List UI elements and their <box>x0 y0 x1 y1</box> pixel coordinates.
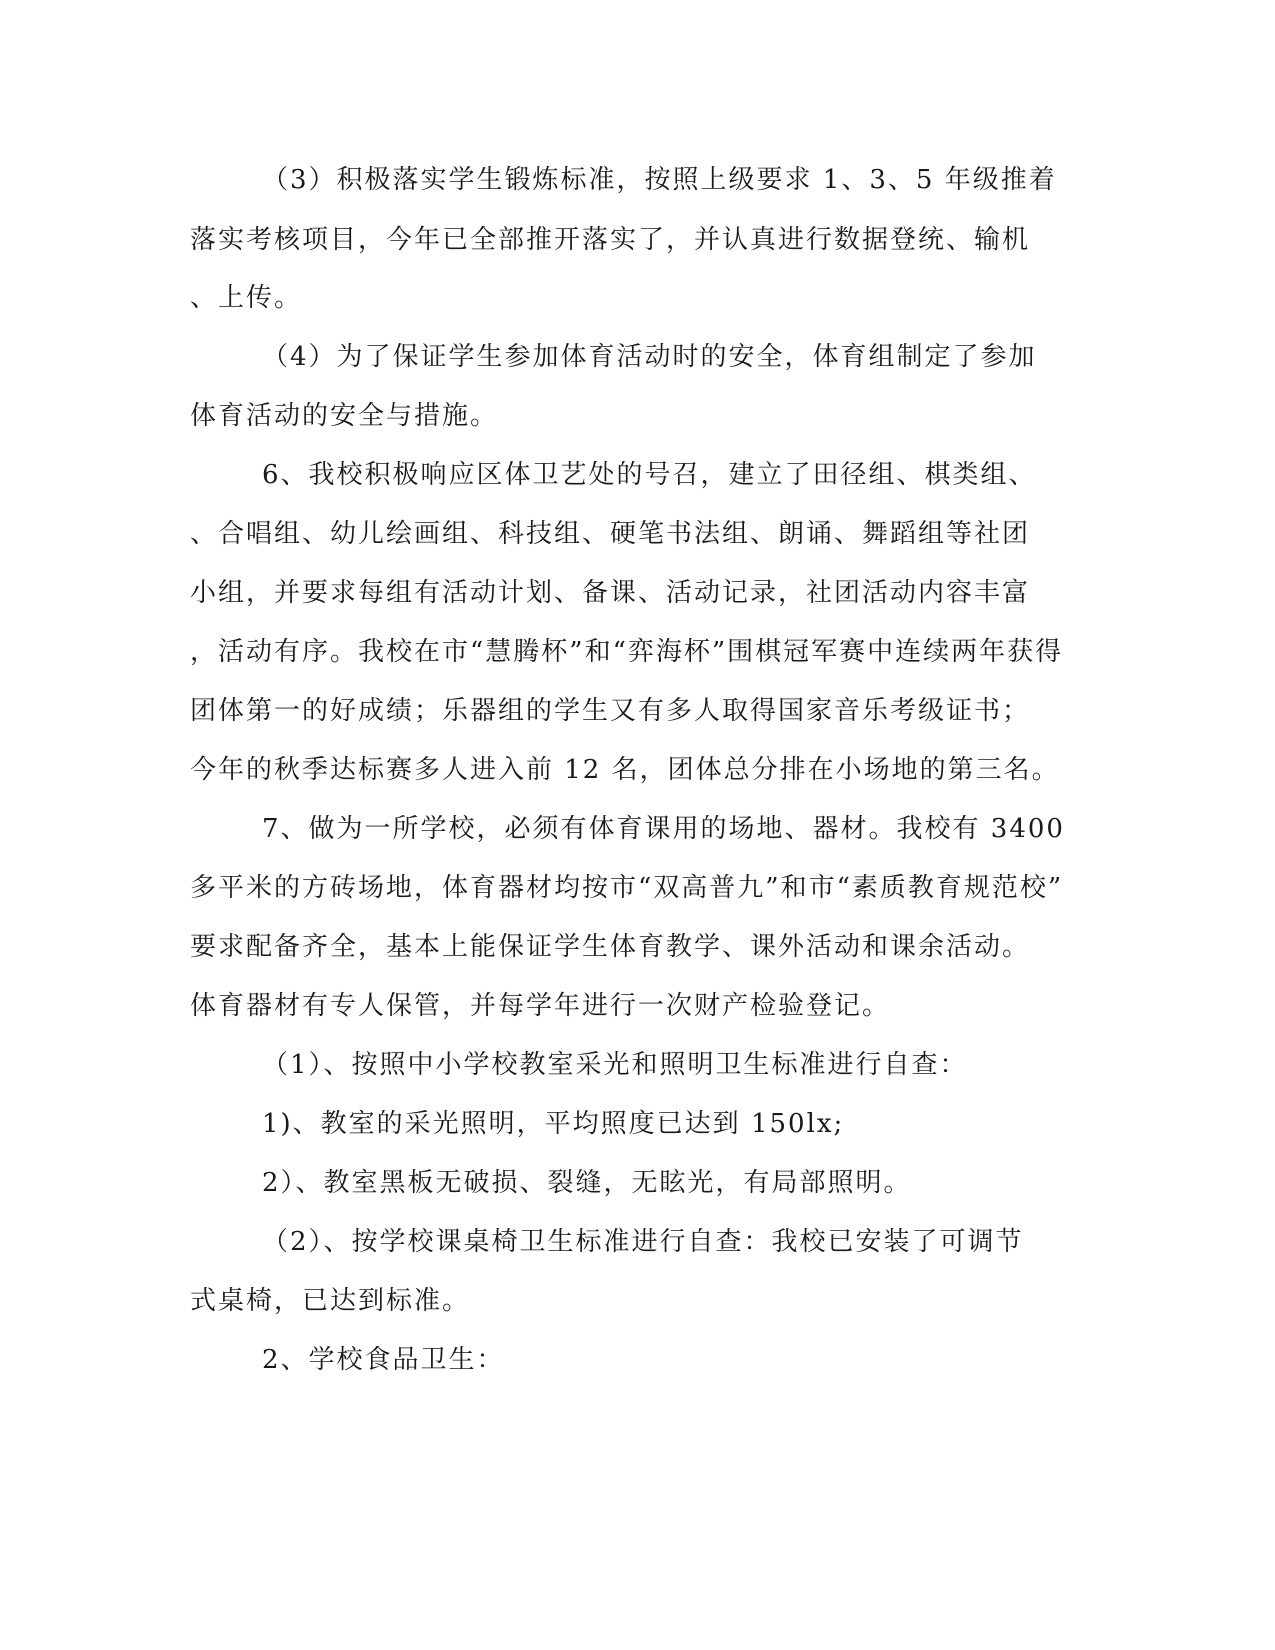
paragraph-6-line-6: 今年的秋季达标赛多人进入前 12 名，团体总分排在小场地的第三名。 <box>190 755 1060 785</box>
paragraph-6-line-1: 6、我校积极响应区体卫艺处的号召，建立了田径组、棋类组、 <box>262 460 1037 490</box>
paragraph-6-line-5: 团体第一的好成绩；乐器组的学生又有多人取得国家音乐考级证书； <box>190 696 1031 726</box>
paragraph-7-line-1: 7、做为一所学校，必须有体育课用的场地、器材。我校有 3400 <box>262 814 1065 844</box>
item-1-sub-2: 2）、教室黑板无破损、裂缝，无眩光，有局部照明。 <box>262 1168 912 1198</box>
paragraph-6-line-2: 、合唱组、幼儿绘画组、科技组、硬笔书法组、朗诵、舞蹈组等社团 <box>190 519 1031 549</box>
paragraph-3-line-1: （3）积极落实学生锻炼标准，按照上级要求 1、3、5 年级推着 <box>262 165 1057 195</box>
item-2-line-2: 式桌椅，已达到标准。 <box>190 1286 471 1316</box>
paragraph-4-line-1: （4）为了保证学生参加体育活动时的安全，体育组制定了参加 <box>262 342 1037 372</box>
section-2-heading: 2、学校食品卫生： <box>262 1345 505 1375</box>
paragraph-6-line-3: 小组，并要求每组有活动计划、备课、活动记录，社团活动内容丰富 <box>190 578 1031 608</box>
paragraph-7-line-3: 要求配备齐全，基本上能保证学生体育教学、课外活动和课余活动。 <box>190 932 1031 962</box>
item-2-line-1: （2）、按学校课桌椅卫生标准进行自查：我校已安装了可调节 <box>262 1227 1024 1257</box>
paragraph-4-line-2: 体育活动的安全与措施。 <box>190 401 499 431</box>
paragraph-3-line-2: 落实考核项目，今年已全部推开落实了，并认真进行数据登统、输机 <box>190 225 1031 255</box>
item-1-heading: （1）、按照中小学校教室采光和照明卫生标准进行自查： <box>262 1050 968 1080</box>
item-1-sub-1: 1)、教室的采光照明，平均照度已达到 150lx; <box>262 1109 845 1139</box>
paragraph-6-line-4: ，活动有序。我校在市“慧腾杯”和“弈海杯”围棋冠军赛中连续两年获得 <box>190 637 1064 667</box>
paragraph-7-line-2: 多平米的方砖场地，体育器材均按市“双高普九”和市“素质教育规范校” <box>190 873 1064 903</box>
paragraph-3-line-3: 、上传。 <box>190 283 303 313</box>
paragraph-7-line-4: 体育器材有专人保管，并每学年进行一次财产检验登记。 <box>190 991 891 1021</box>
